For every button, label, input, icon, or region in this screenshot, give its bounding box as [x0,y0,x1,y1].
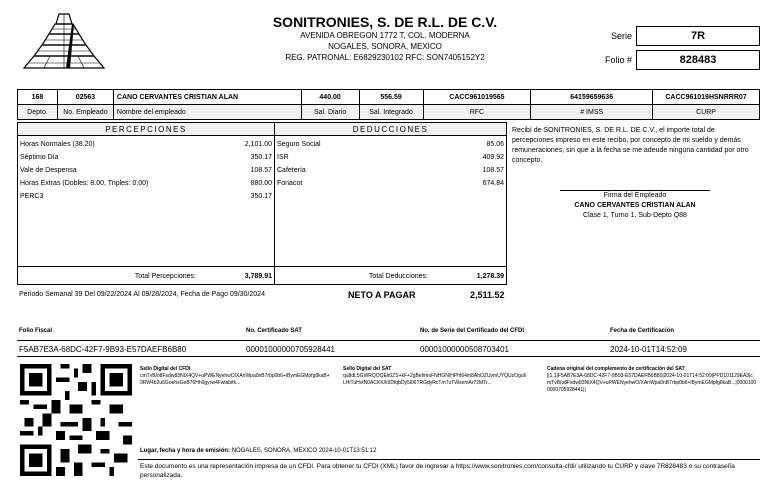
cert-sat-value: 00001000000705928441 [246,345,335,354]
folio-label: Folio # [604,55,632,65]
serie-field [580,26,760,46]
employee-headers-row [18,105,760,120]
folio-fiscal-label: Folio Fiscal [19,328,53,334]
header-employee-number: No. Empleado [57,105,113,120]
company-address-2: NOGALES, SONORA, MEXICO [328,42,442,51]
chain-label: Cadena original del complemento de certificación del SAT [547,366,685,372]
perceptions-list [18,138,274,203]
list-item [275,164,506,177]
company-address-1: AVENIDA OBREGON 1772 T, COL. MODERNA [300,31,470,40]
perceptions-total [18,266,274,286]
header-daily-salary: Sal. Diario [301,105,359,120]
header-rfc: RFC [423,105,531,120]
company-header [170,14,600,63]
deduction-desc: ISR [277,154,289,161]
company-registration: REG. PATRONAL: E6829230102 RFC: SON7405152Y2 [285,53,485,62]
deductions-total [275,266,506,286]
list-item [18,177,274,190]
cert-sat-label: No. Certificado SAT [246,328,302,334]
header-dept: Depto. [18,105,58,120]
list-item [18,164,274,177]
perception-desc: Vale de Despensa [20,167,77,174]
list-item [18,151,274,164]
folio-fiscal-value: F5AB7E3A-68DC-42F7-9B93-E57DAEFB6B80 [19,345,187,354]
employee-daily-salary: 440.00 [301,90,359,105]
cert-cfdi-value: 00001000000508703401 [420,345,509,354]
sat-seal [343,366,528,387]
company-logo [14,8,114,72]
list-item [18,190,274,203]
folio-field [580,50,760,70]
perceptions-total-value: 3,789.91 [244,273,272,280]
net-pay-amount: 2,511.52 [470,290,505,300]
divider [17,356,760,357]
qr-code [19,364,133,476]
cfdi-seal-label: Sello Digital del CFDI [140,366,191,372]
perception-amount: 108.57 [250,167,272,174]
company-name: SONITRONIES, S. DE R.L. DE C.V. [272,14,498,30]
issue-place-value: NOGALES, SONORA, MEXICO 2024-10-01T13:51:12 [231,448,377,454]
divider [138,459,760,460]
divider [17,340,760,341]
signature-detail: Clase 1, Turno 1, Sub-Depto Q88 [583,212,687,219]
header-curp: CURP [653,105,760,120]
employee-name: CANO CERVANTES CRISTIAN ALAN [113,90,301,105]
cert-date-value: 2024-10-01T14:52:09 [610,345,687,354]
issue-place [140,448,376,454]
list-item [18,138,274,151]
deductions-title: DEDUCCIONES [275,123,506,136]
serie-value: 7R [636,26,760,46]
cert-date-label: Fecha de Certificación [610,328,675,334]
employee-integrated-salary: 556.59 [359,90,423,105]
folio-value: 828483 [636,50,760,70]
issue-place-label: Lugar, fecha y hora de emisión: [140,448,231,454]
cert-cfdi-label: No. de Serie del Certificado del CFDI [420,328,525,334]
cfdi-seal-value: cmTvB/o8Fsdw83NtX4QV+uPWENyehwO/XAnWpa0nB7rbp0b6+iBymEGMpfg8kaB+9RW4b2u6GoehsGeB76Hh0gyrw4Fwlabifk... [140,373,330,386]
employee-curp: CACC961019HSNRRR07 [653,90,760,105]
employee-number: 02563 [57,90,113,105]
sat-seal-value: qu8dL5GWRQOQEk0ZS+kF+2gBel/moFNHGN/HPht64m8AhOZUymUYQUzOgu6LHiTuHvfN0ACKK/k9DfqbDy5l06TRGdyRcTmTuTWsemAr72MTr... [343,373,527,386]
signature-name: CANO CERVANTES CRISTIAN ALAN [574,202,696,209]
employee-dept: 168 [18,90,58,105]
footer-note: Este documento es una representación impresa de un CFDI. Para obtener tu CFDI (XML) favor de ingresar a https://www.sonitronies.com/consulta-cfdi/ utilizando tu CURP y clave 7R828483 o su contraseña personalizada. [140,463,735,479]
deductions-total-label: Total Deducciones: [368,273,428,280]
payroll-box [17,122,507,285]
perception-amount: 2,101.00 [244,141,272,148]
perception-desc: Séptimo Día [20,154,59,161]
header-imss: # IMSS [531,105,653,120]
deduction-desc: Seguro Social [277,141,321,148]
sat-seal-label: Sello Digital del SAT [343,366,392,372]
list-item [275,151,506,164]
certification-chain [547,366,757,394]
deduction-amount: 674.84 [482,180,504,187]
deductions-list [275,138,506,190]
header-employee-name: Nombre del empleado [113,105,301,120]
employee-table [17,89,760,120]
signature-block [512,190,758,221]
perception-desc: Horas Extras (Dobles: 8.00, Triples: 0.00) [20,180,149,187]
deduction-amount: 85.06 [486,141,504,148]
net-pay-label: NETO A PAGAR [348,290,416,300]
deductions-total-value: 1,278.39 [476,273,504,280]
perceptions-total-label: Total Percepciones: [134,273,196,280]
perception-desc: Horas Normales (38.20) [20,141,95,148]
deduction-desc: Fonacot [277,180,303,187]
deduction-desc: Cafetería [277,167,306,174]
perception-desc: PERC3 [20,193,44,200]
deduction-amount: 108.57 [482,167,504,174]
deduction-amount: 409.92 [482,154,504,161]
receipt-statement: Recibí de SONITRONIES, S. DE R.L. DE C.V., el importe total de percepciones impreso en este recibo, por concepto de mi sueldo y demás remuneraciones, sin que a la fecha se me adeude ninguna cantidad por otro concepto. [512,127,749,164]
signature-label: Firma del Empleado [603,192,667,199]
list-item [275,138,506,151]
perception-amount: 880.00 [250,180,272,187]
perception-amount: 350.17 [250,193,272,200]
chain-value: ||1.1|F5AB7E3A-68DC-42F7-9B93-E57DAEFB6B80|2024-10-01T14:52:09|PPD101129EA3|cmTvB/o8Fsdw83NtX4QV+uPWENyehwO/XAnWpa0nB7rbp0b6+iBymEGMpfg8kaB...|00001000000705928441|| [547,373,757,393]
cfdi-seal [140,366,330,387]
perceptions-title: PERCEPCIONES [18,123,274,136]
employee-rfc: CACC961019565 [423,90,531,105]
employee-imss: 64159659636 [531,90,653,105]
employee-values-row [18,90,760,105]
serie-label: Serie [610,31,632,41]
perception-amount: 350.17 [250,154,272,161]
header-integrated-salary: Sal. Integrado [359,105,423,120]
list-item [275,177,506,190]
pay-period: Periodo Semanal 39 Del 09/22/2024 Al 09/28/2024, Fecha de Pago 09/30/2024 [19,291,265,298]
